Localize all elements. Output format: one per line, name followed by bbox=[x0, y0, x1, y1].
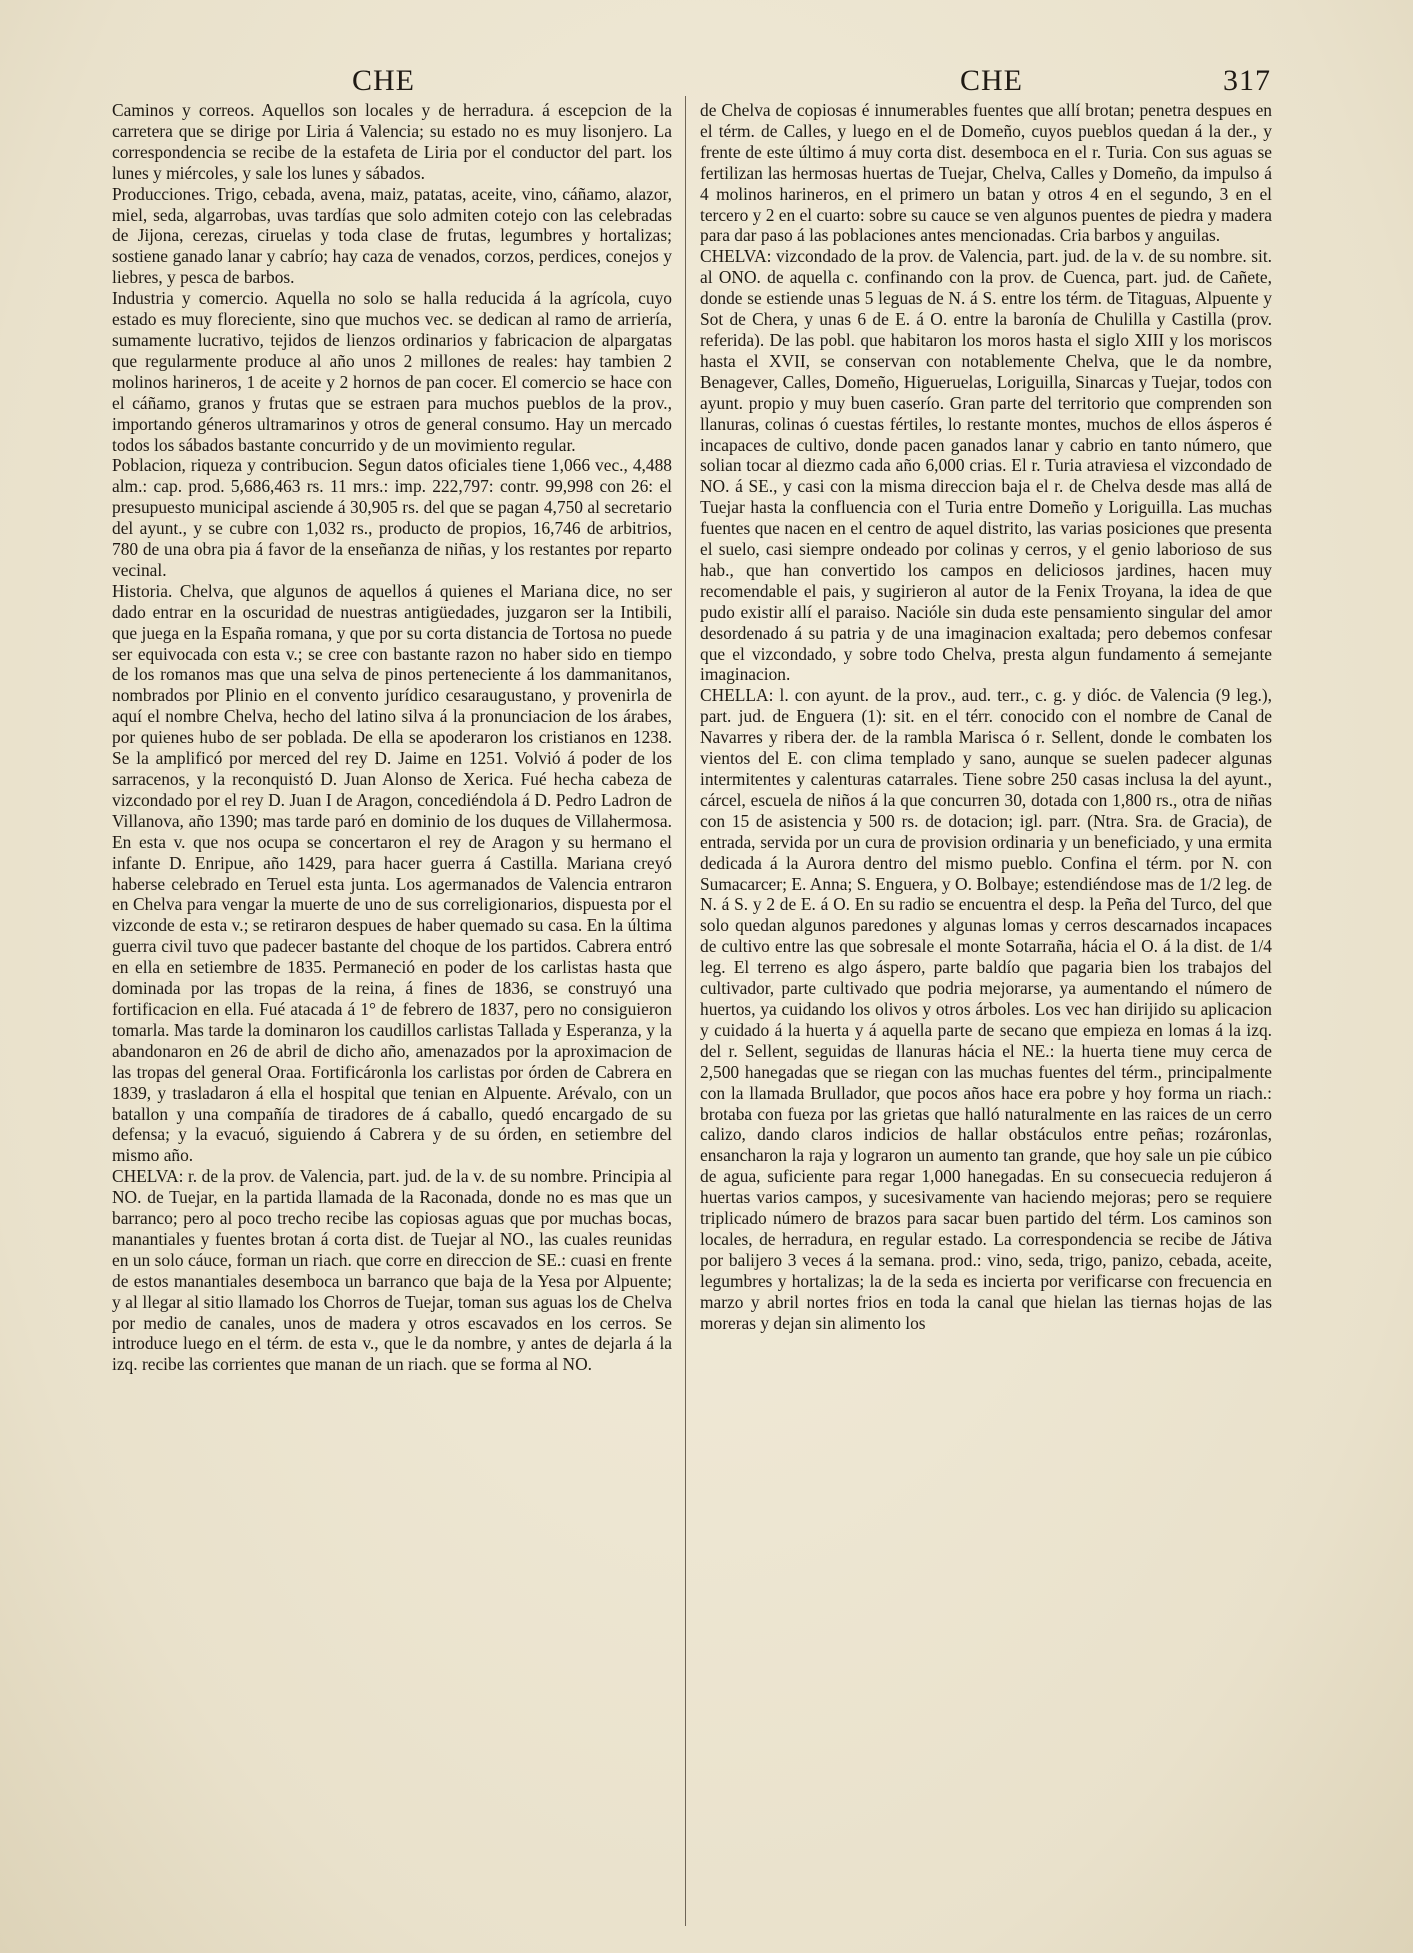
paragraph-chella: CHELLA: l. con ayunt. de la prov., aud. terr., c. g. y dióc. de Valencia (9 leg.), part. jud. de Enguera (1): sit. en el térr. conocido con el nombre de Canal de Navarres y ribera der. de la rambla Marisca ó r. Sellent, donde le combaten los vientos del E. con clima templado y sano, aunque se suelen padecer algunas intermitentes y calenturas catarrales. Tiene sobre 250 casas inclusa la del ayunt., cárcel, escuela de niños á la que concurren 30, dotada con 1,800 rs., otra de niñas con 15 de asistencia y 500 rs. de dotacion; igl. parr. (Ntra. Sra. de Gracia), de entrada, servida por un cura de provision ordinaria y un beneficiado, y una ermita dedicada á la Aurora dentro del mismo pueblo. Confina el térm. por N. con Sumacarcer; E. Anna; S. Enguera, y O. Bolbaye; estendiéndose mas de 1/2 leg. de N. á S. y 2 de E. á O. En su radio se encuentra el desp. la Peña del Turco, del que solo quedan algunos paredones y algunas lomas y cerros descarnados incapaces de cultivo entre las que sobresale el monte Sotarraña, hácia el O. á la dist. de 1/4 leg. El terreno es algo áspero, parte baldío que pagaria bien los trabajos del cultivador, parte cultivado que podria mejorarse, ya aumentando el número de huertos, ya cuidando los olivos y otros árboles. Los vec han dirijido su aplicacion y cuidado á la huerta y á aquella parte de secano que empieza en lomas á la izq. del r. Sellent, seguidas de llanuras hácia el NE.: la huerta tiene muy cerca de 2,500 hanegadas que se riegan con las muchas fuentes del térm., principalmente con la llamada Brullador, que pocos años hace era pobre y hoy forma un riach.: brotaba con fueza por las grietas que halló naturalmente en las raices de un cerro calizo, dando claros indicios de hallar obstáculos entre peñas; rozáronlas, ensancharon la raja y lograron un aumento tan grande, que hoy sale un pie cúbico de agua, suficiente para regar 1,000 hanegadas. En su consecuecia redujeron á huertas varios campos, y sucesivamente van haciendo mejoras; pero se requiere triplicado número de brazos para sacar buen partido del térm. Los caminos son locales, de herradura, en regular estado. La correspondencia se recibe de Játiva por balijero 3 veces á la semana. prod.: vino, seda, trigo, panizo, cebada, aceite, legumbres y hortalizas; la de la seda es incierta por verificarse con frecuencia en marzo y abril nortes frios en toda la canal que hielan las tiernas hojas de las moreras y dejan sin alimento los bbox=[700, 685, 1272, 1333]
left-column bbox=[112, 100, 672, 1940]
header-left-entry: CHE bbox=[352, 64, 415, 97]
paragraph-chelva-vizcondado: CHELVA: vizcondado de la prov. de Valencia, part. jud. de la v. de su nombre. sit. al ONO. de aquella c. confinando con la prov. de Cuenca, part. jud. de Cañete, donde se estiende unas 5 leguas de N. á S. entre los térm. de Titaguas, Alpuente y Sot de Chera, y unas 6 de E. á O. entre la baronía de Chulilla y Castilla (prov. referida). De las pobl. que habitaron los moros hasta el siglo XIII y los moriscos hasta el XVII, se conservan con notablemente Chelva, que le da nombre, Benagever, Calles, Domeño, Higueruelas, Loriguilla, Sinarcas y Tuejar, todos con ayunt. propio y muy buen caserío. Gran parte del territorio que comprenden son llanuras, colinas ó cuestas fértiles, lo restante montes, muchos de ellos ásperos é incapaces de cultivo, donde pacen ganados lanar y cabrio en tanto número, que solian tocar al diezmo cada año 6,000 crias. El r. Turia atraviesa el vizcondado de NO. á SE., y casi con la misma direccion baja el r. de Chelva desde mas allá de Tuejar hasta la confluencia con el Turia entre Domeño y Loriguilla. Las muchas fuentes que nacen en el centro de aquel distrito, las varias posiciones que presenta el suelo, casi siempre ondeado por colinas y cerros, y el genio laborioso de sus hab., que han convertido los campos en deliciosos jardines, hacen muy recomendable el pais, y sugirieron al autor de la Fenix Troyana, la idea de que pudo existir allí el paraiso. Nacióle sin duda este pensamiento singular del amor desordenado á su patria y de una imaginacion exaltada; pero debemos confesar que el vizcondado, y sobre todo Chelva, presta algun fundamento á semejante imaginacion. bbox=[700, 246, 1272, 685]
running-header bbox=[108, 64, 1271, 104]
paragraph-historia: Historia. Chelva, que algunos de aquellos á quienes el Mariana dice, no ser dado entrar en la oscuridad de nuestras antigüedades, juzgaron ser la Intibili, que juega en la España romana, y que por su corta distancia de Tortosa no puede ser equivocada con esta v.; se cree con bastante razon no haber sido en tiempo de los romanos mas que una selva de pinos perteneciente á los dammanitanos, nombrados por Plinio en el convento jurídico cesaraugustano, y provenirla de aquí el nombre Chelva, hecho del latino silva á la pronunciacion de los árabes, por quienes hubo de ser poblada. De ella se apoderaron los cristianos en 1238. Se la amplificó por merced del rey D. Jaime en 1251. Volvió á poder de los sarracenos, y la reconquistó D. Juan Alonso de Xerica. Fué hecha cabeza de vizcondado por el rey D. Juan I de Aragon, concediéndola á D. Pedro Ladron de Villanova, año 1390; mas tarde paró en dominio de los duques de Villahermosa. En esta v. que nos ocupa se concertaron el rey de Aragon y su hermano el infante D. Enripue, año 1429, para hacer guerra á Castilla. Mariana creyó haberse celebrado en Teruel esta junta. Los agermanados de Valencia entraron en Chelva para vengar la muerte de uno de sus correligionarios, dispuesta por el vizconde de esta v.; se retiraron despues de haber quemado su casa. En la última guerra civil tuvo que padecer bastante del choque de los partidos. Cabrera entró en ella en setiembre de 1835. Permaneció en poder de los carlistas hasta que dominada por las tropas de la reina, á fines de 1836, se construyó una fortificacion en ella. Fué atacada á 1° de febrero de 1837, pero no consiguieron tomarla. Mas tarde la dominaron los caudillos carlistas Tallada y Esperanza, y la abandonaron en 26 de abril de dicho año, amenazados por la aproximacion de las tropas del general Oraa. Fortificáronla los carlistas por órden de Cabrera en 1839, y trasladaron á ella el hospital que tenian en Alpuente. Arévalo, con un batallon y una compañía de tiradores de á caballo, quedó encargado de su defensa; y la evacuó, siguiendo á Cabrera y de su órden, en setiembre del mismo año. bbox=[112, 580, 672, 1166]
paragraph-chelva-rio-cont: de Chelva de copiosas é innumerables fuentes que allí brotan; penetra despues en el térm. de Calles, y luego en el de Domeño, cuyos pueblos quedan á la der., y frente de este último á muy corta dist. desemboca en el r. Turia. Con sus aguas se fertilizan las hermosas huertas de Tuejar, Chelva, Calles y Domeño, da impulso á 4 molinos harineros, en el primero un batan y otros 4 en el segundo, 3 en el tercero y 2 en el cuarto: sobre su cauce se ven algunos puentes de piedra y madera para dar paso á las poblaciones antes mencionadas. Cria barbos y anguilas. bbox=[700, 100, 1272, 246]
right-column bbox=[700, 100, 1272, 1940]
paragraph-chelva-rio: CHELVA: r. de la prov. de Valencia, part. jud. de la v. de su nombre. Principia al NO. de Tuejar, en la partida llamada de la Raconada, donde no es mas que un barranco; pero al poco trecho recibe las copiosas aguas que por muchas bocas, manantiales y fuentes brotan á corta dist. de Tuejar al NO., las cuales reunidas en un solo cáuce, forman un riach. que corre en direccion de SE.: cuasi en frente de estos manantiales desemboca un barranco que baja de la Yesa por Alpuente; y al llegar al sitio llamado los Chorros de Tuejar, toman sus aguas los de Chelva por medio de canales, unos de madera y otros escavados en los cerros. Se introduce luego en el térm. de esta v., que le da nombre, y antes de dejarla á la izq. recibe las corrientes que manan de un riach. que se forma al NO. bbox=[112, 1166, 672, 1375]
page-number: 317 bbox=[1223, 64, 1271, 97]
paragraph-industria: Industria y comercio. Aquella no solo se halla reducida á la agrícola, cuyo estado es muy floreciente, sino que muchos vec. se dedican al ramo de arriería, sumamente lucrativo, tejidos de lienzos ordinarios y fabricacion de alpargatas que regularmente produce al año unos 2 millones de reales: hay tambien 2 molinos harineros, 1 de aceite y 2 hornos de pan cocer. El comercio se hace con el cáñamo, granos y frutas que se estraen para muchos pueblos de la prov., importando géneros ultramarinos y otros de general consumo. Hay un mercado todos los sábados bastante concurrido y de un movimiento regular. bbox=[112, 288, 672, 455]
column-divider bbox=[685, 96, 686, 1926]
header-right-entry: CHE bbox=[960, 64, 1023, 97]
paragraph-poblacion: Poblacion, riqueza y contribucion. Segun datos oficiales tiene 1,066 vec., 4,488 alm.: cap. prod. 5,686,463 rs. 11 mrs.: imp. 222,797: contr. 99,998 con 26: el presupuesto municipal asciende á 30,905 rs. del que se pagan 4,750 al secretario del ayunt., y se cubre con 1,032 rs., producto de propios, 16,746 de arbitrios, 780 de una obra pia á favor de la enseñanza de niñas, y los restantes por reparto vecinal. bbox=[112, 455, 672, 580]
paragraph-producciones: Producciones. Trigo, cebada, avena, maiz, patatas, aceite, vino, cáñamo, alazor, miel, seda, algarrobas, uvas tardías que solo admiten cotejo con las celebradas de Jijona, cerezas, ciruelas y toda clase de frutas, legumbres y hortalizas; sostiene ganado lanar y cabrío; hay caza de venados, corzos, perdices, conejos y liebres, y pesca de barbos. bbox=[112, 183, 672, 288]
paragraph-caminos: Caminos y correos. Aquellos son locales y de herradura. á escepcion de la carretera que se dirige por Liria á Valencia; su estado no es muy lisonjero. La correspondencia se recibe de la estafeta de Liria por el conductor del part. los lunes y miércoles, y sale los lunes y sábados. bbox=[112, 100, 672, 183]
